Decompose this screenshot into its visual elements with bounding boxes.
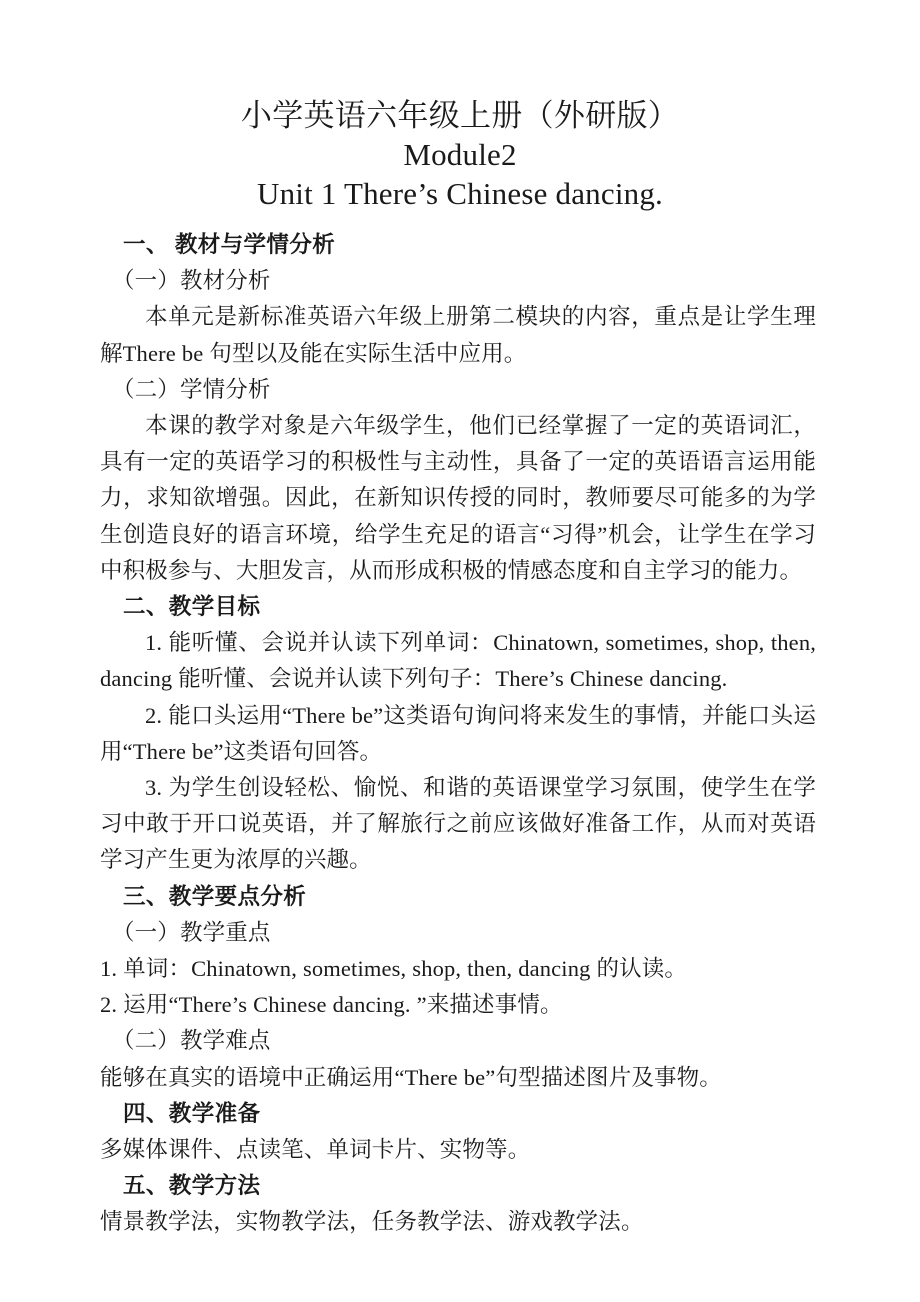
section-heading-3: 三、教学要点分析 (123, 883, 307, 909)
methods-body: 情景教学法，实物教学法，任务教学法、游戏教学法。 (100, 1209, 644, 1235)
title-line-module: Module2 (403, 137, 517, 172)
document-title-block (0, 0, 920, 213)
difficult-point-body: 能够在真实的语境中正确运用“There be”句型描述图片及事物。 (100, 1064, 722, 1090)
document-body (100, 227, 816, 1241)
objective-item-2: 2. 能口头运用“There be”这类语句询问将来发生的事情，并能口头运用“There be”这类语句回答。 (100, 702, 816, 764)
section-heading-2: 二、教学目标 (123, 594, 261, 620)
section-heading-1: 一、 教材与学情分析 (123, 232, 336, 257)
subsection-heading-3-1: （一）教学重点 (112, 919, 271, 945)
section-heading-4: 四、教学准备 (123, 1100, 261, 1126)
preparation-body: 多媒体课件、点读笔、单词卡片、实物等。 (100, 1137, 531, 1163)
objective-item-1: 1. 能听懂、会说并认读下列单词：Chinatown, sometimes, shop, then, dancing 能听懂、会说并认读下列句子：There’s Chinese dancing. (100, 630, 816, 692)
subsection-heading-1-2: （二）学情分析 (112, 376, 271, 402)
paragraph-1-1: 本单元是新标准英语六年级上册第二模块的内容，重点是让学生理解There be 句型以及能在实际生活中应用。 (100, 304, 816, 366)
objective-item-3: 3. 为学生创设轻松、愉悦、和谐的英语课堂学习氛围，使学生在学习中敢于开口说英语，并了解旅行之前应该做好准备工作，从而对英语学习产生更为浓厚的兴趣。 (100, 775, 816, 873)
subsection-heading-1-1: （一）教材分析 (112, 268, 271, 294)
title-line-course: 小学英语六年级上册（外研版） (240, 98, 680, 133)
subsection-heading-3-2: （二）教学难点 (112, 1028, 271, 1054)
key-point-item-2: 2. 运用“There’s Chinese dancing. ”来描述事情。 (100, 992, 563, 1018)
paragraph-1-2: 本课的教学对象是六年级学生，他们已经掌握了一定的英语词汇，具有一定的英语学习的积极性与主动性，具备了一定的英语语言运用能力，求知欲增强。因此，在新知识传授的同时，教师要尽可能多的为学生创造良好的语言环境，给学生充足的语言“习得”机会，让学生在学习中积极参与、大胆发言，从而形成积极的情感态度和自主学习的能力。 (100, 413, 816, 583)
section-heading-5: 五、教学方法 (123, 1173, 261, 1199)
title-line-unit: Unit 1 There’s Chinese dancing. (257, 176, 663, 211)
key-point-item-1: 1. 单词：Chinatown, sometimes, shop, then, dancing 的认读。 (100, 956, 688, 982)
